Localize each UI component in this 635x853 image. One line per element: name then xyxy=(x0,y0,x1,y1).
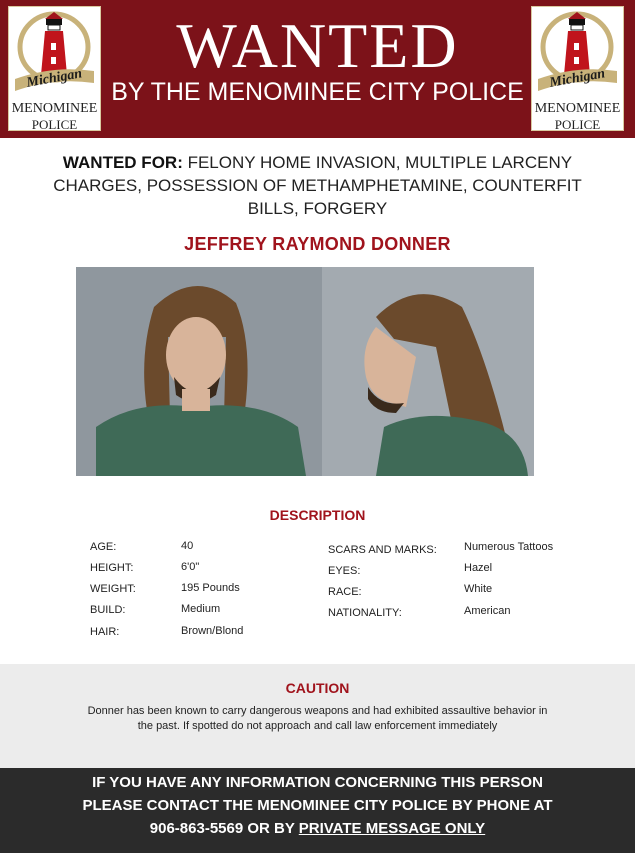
contact-line-1: IF YOU HAVE ANY INFORMATION CONCERNING THIS PERSON xyxy=(92,774,543,791)
badge-line1: MENOMINEE xyxy=(534,101,621,116)
mugshot-photo xyxy=(76,267,534,476)
wanted-for-label: WANTED FOR: xyxy=(62,153,183,172)
badge-line2: POLICE xyxy=(31,117,78,132)
hair-value: Brown/Blond xyxy=(181,625,244,637)
page-subtitle: BY THE MENOMINEE CITY POLICE xyxy=(111,78,524,106)
contact-line-2: PLEASE CONTACT THE MENOMINEE CITY POLICE BY PHONE AT xyxy=(82,797,553,814)
suspect-name: JEFFREY RAYMOND DONNER xyxy=(184,234,451,254)
badge-script-text: Michigan xyxy=(548,66,607,91)
page-title: WANTED xyxy=(176,10,459,81)
badge-line1: MENOMINEE xyxy=(11,101,98,116)
caution-text: Donner has been known to carry dangerous weapons and had exhibited assaultive behavior in the past. If spotted do not approach and call law enforcement immediately xyxy=(87,705,548,732)
age-value: 40 xyxy=(181,540,194,552)
menominee-police-badge-left xyxy=(8,6,101,131)
race-value: White xyxy=(464,583,493,595)
caution-title: CAUTION xyxy=(285,680,350,696)
height-value: 6'0" xyxy=(181,561,200,573)
scars-label: SCARS AND MARKS: xyxy=(328,544,437,556)
badge-script-text: Michigan xyxy=(25,66,84,91)
badge-line2: POLICE xyxy=(554,117,601,132)
nationality-value: American xyxy=(464,605,511,617)
wanted-for-charges: FELONY HOME INVASION, MULTIPLE LARCENY CHARGES, POSSESSION OF METHAMPHETAMINE, COUNTERFIT BILLS, FORGERY xyxy=(53,153,582,218)
contact-phone: 906-863-5569 OR BY xyxy=(149,820,299,837)
weight-label: WEIGHT: xyxy=(90,583,136,595)
hair-label: HAIR: xyxy=(90,626,120,638)
height-label: HEIGHT: xyxy=(90,562,134,574)
eyes-label: EYES: xyxy=(328,565,361,577)
private-message-link[interactable]: PRIVATE MESSAGE ONLY xyxy=(298,820,486,837)
contact-line-3 xyxy=(20,817,615,840)
contact-text xyxy=(20,771,615,840)
nationality-label: NATIONALITY: xyxy=(328,607,402,619)
eyes-value: Hazel xyxy=(464,562,493,574)
build-value: Medium xyxy=(181,603,221,615)
age-label: AGE: xyxy=(90,541,117,553)
menominee-police-badge-right xyxy=(531,6,624,131)
build-label: BUILD: xyxy=(90,604,126,616)
race-label: RACE: xyxy=(328,586,362,598)
scars-value: Numerous Tattoos xyxy=(464,541,554,553)
weight-value: 195 Pounds xyxy=(181,582,240,594)
wanted-for-text xyxy=(40,151,595,220)
description-title: DESCRIPTION xyxy=(269,507,366,523)
